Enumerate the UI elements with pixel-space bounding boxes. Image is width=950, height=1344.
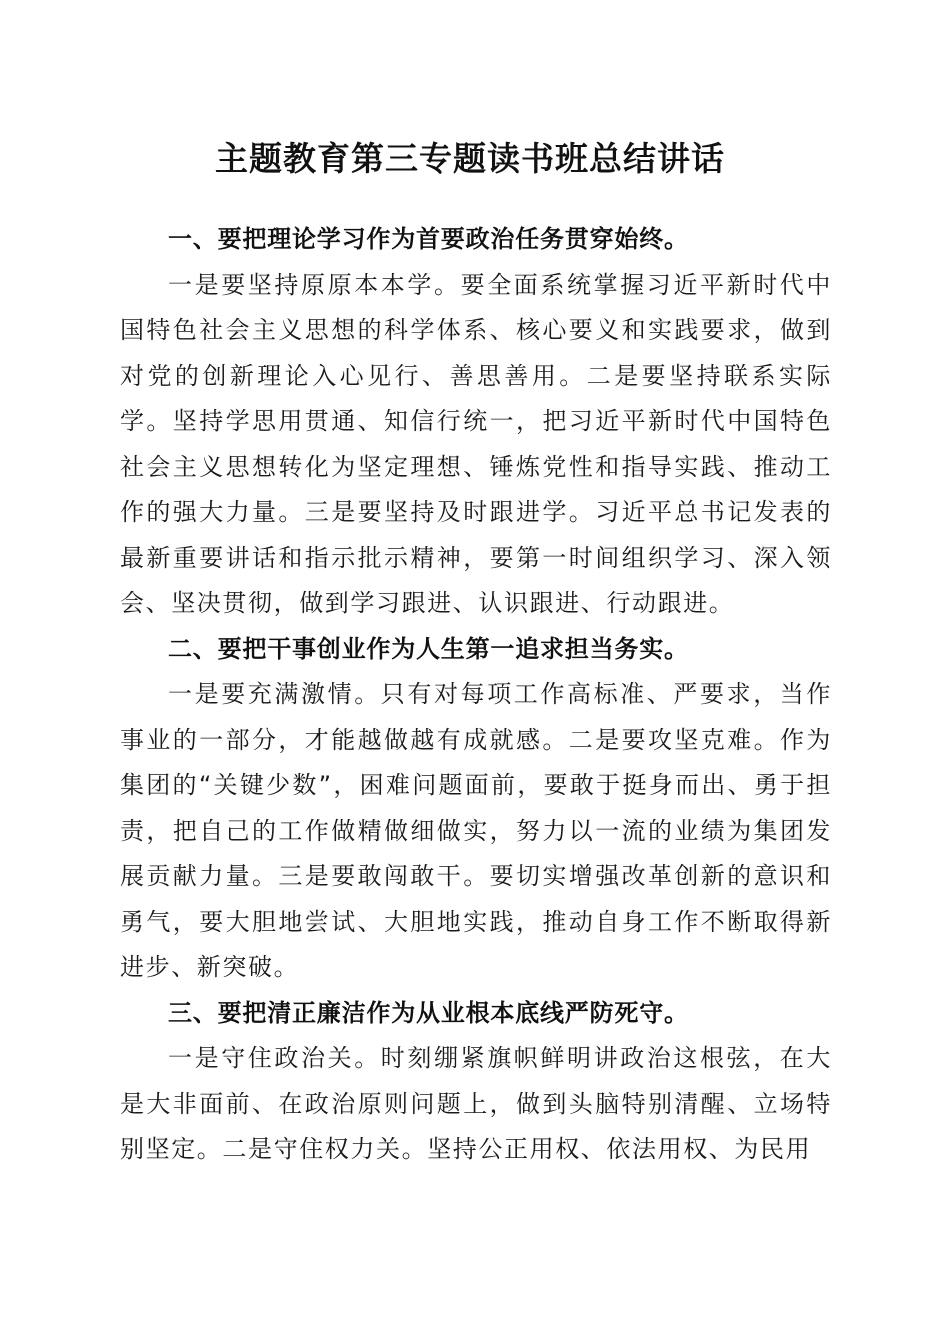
- section-paragraph-3: 一是守住政治关。时刻绷紧旗帜鲜明讲政治这根弦，在大是大非面前、在政治原则问题上，做到头脑特别清醒、立场特别坚定。二是守住权力关。坚持公正用权、依法用权、为民用: [120, 1044, 832, 1163]
- section-heading-1: 一、要把理论学习作为首要政治任务贯穿始终。: [168, 225, 689, 253]
- section-paragraph-1: 一是要坚持原原本本学。要全面系统掌握习近平新时代中国特色社会主义思想的科学体系、核心要义和实践要求，做到对党的创新理论入心见行、善思善用。二是要坚持联系实际学。坚持学思用贯通、知信行统一，把习近平新时代中国特色社会主义思想转化为坚定理想、锤炼党性和指导实践、推动工作的强大力量。三是要坚持及时跟进学。习近平总书记发表的最新重要讲话和指示批示精神，要第一时间组织学习、深入领会、坚决贯彻，做到学习跟进、认识跟进、行动跟进。: [120, 270, 832, 617]
- section-heading-2: 二、要把干事创业作为人生第一追求担当务实。: [168, 634, 689, 663]
- document-body: [120, 197, 832, 1173]
- section-heading-3: 三、要把清正廉洁作为从业根本底线严防死守。: [168, 998, 689, 1027]
- document-title: 主题教育第三专题读书班总结讲话: [215, 139, 725, 178]
- section-paragraph-2: 一是要充满激情。只有对每项工作高标准、严要求，当作事业的一部分，才能越做越有成就感。二是要攻坚克难。作为集团的“关键少数”，困难问题面前，要敢于挺身而出、勇于担责，把自己的工作做精做细做实，努力以一流的业绩为集团发展贡献力量。三是要敢闯敢干。要切实增强改革创新的意识和勇气，要大胆地尝试、大胆地实践，推动自身工作不断取得新进步、新突破。: [120, 680, 832, 981]
